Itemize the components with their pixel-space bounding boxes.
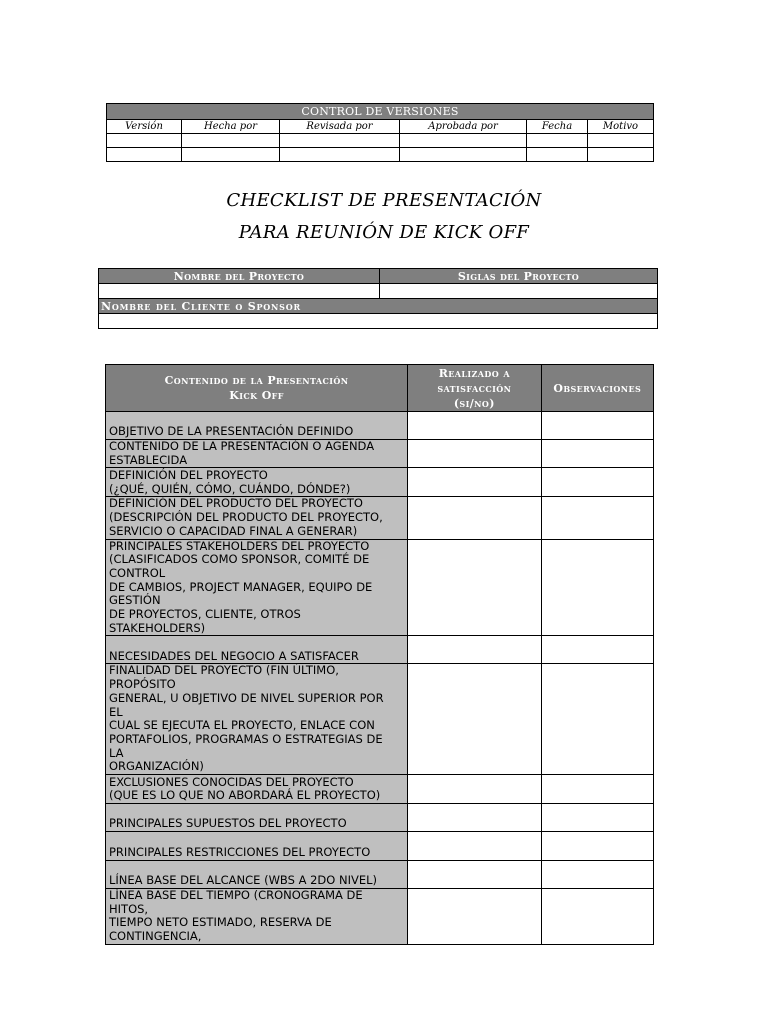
project-name-field[interactable] (99, 284, 380, 299)
table-row (106, 636, 654, 664)
observations-cell[interactable] (541, 468, 653, 497)
document-title-line1: CHECKLIST DE PRESENTACIÓN (226, 190, 542, 211)
observations-cell[interactable] (541, 636, 653, 664)
content-column-header (106, 365, 408, 412)
done-cell[interactable] (408, 664, 541, 775)
date-cell[interactable] (527, 148, 588, 162)
done-cell[interactable] (408, 636, 541, 664)
observations-cell[interactable] (541, 412, 653, 440)
version-cell[interactable] (107, 134, 182, 148)
observations-cell[interactable] (541, 539, 653, 636)
observations-cell[interactable] (541, 889, 653, 945)
table-row (106, 440, 654, 468)
version-control-table (106, 103, 654, 162)
observations-cell[interactable] (541, 861, 653, 889)
table-row (106, 804, 654, 832)
done-cell[interactable] (408, 804, 541, 832)
done-cell[interactable] (408, 440, 541, 468)
checklist-item: PRINCIPALES STAKEHOLDERS DEL PROYECTO (CLASIFICADOS COMO SPONSOR, COMITÉ DE CONTROL DE CAMBIOS, PROJECT MANAGER, EQUIPO DE GESTIÓN DE PROYECTOS, CLIENTE, OTROS STAKEHOLDERS) (106, 539, 408, 636)
made-by-cell[interactable] (182, 148, 280, 162)
table-row (106, 412, 654, 440)
approved-by-cell[interactable] (400, 134, 527, 148)
done-cell[interactable] (408, 889, 541, 945)
made-by-cell[interactable] (182, 134, 280, 148)
version-row (107, 134, 654, 148)
checklist-item: LÍNEA BASE DEL ALCANCE (WBS A 2DO NIVEL) (106, 861, 408, 889)
table-row (106, 861, 654, 889)
project-info-table (98, 268, 658, 329)
done-cell[interactable] (408, 468, 541, 497)
checklist-item: EXCLUSIONES CONOCIDAS DEL PROYECTO (QUE ES LO QUE NO ABORDARÁ EL PROYECTO) (106, 775, 408, 804)
checklist-item: PRINCIPALES RESTRICCIONES DEL PROYECTO (106, 832, 408, 861)
project-acronym-field[interactable] (380, 284, 658, 299)
table-row (106, 539, 654, 636)
checklist-item: PRINCIPALES SUPUESTOS DEL PROYECTO (106, 804, 408, 832)
done-cell[interactable] (408, 861, 541, 889)
observations-cell[interactable] (541, 497, 653, 539)
project-acronym-label: Siglas del Proyecto (380, 269, 658, 284)
done-cell[interactable] (408, 775, 541, 804)
project-name-label: Nombre del Proyecto (99, 269, 380, 284)
client-name-field[interactable] (99, 314, 658, 329)
table-row (106, 497, 654, 539)
checklist-item: DEFINICIÓN DEL PRODUCTO DEL PROYECTO (DESCRIPCIÓN DEL PRODUCTO DEL PROYECTO, SERVICIO O CAPACIDAD FINAL A GENERAR) (106, 497, 408, 539)
reason-cell[interactable] (588, 148, 654, 162)
client-name-label: Nombre del Cliente o Sponsor (99, 299, 658, 314)
observations-cell[interactable] (541, 664, 653, 775)
observations-cell[interactable] (541, 440, 653, 468)
table-row (106, 775, 654, 804)
done-column-header: Realizado a satisfacción (si/no) (408, 365, 541, 412)
table-row (106, 468, 654, 497)
observations-column-header: Observaciones (541, 365, 653, 412)
observations-cell[interactable] (541, 804, 653, 832)
checklist-item: OBJETIVO DE LA PRESENTACIÓN DEFINIDO (106, 412, 408, 440)
done-cell[interactable] (408, 832, 541, 861)
done-cell[interactable] (408, 412, 541, 440)
table-row (106, 889, 654, 945)
col-version: Versión (107, 120, 182, 134)
checklist-table (105, 364, 654, 945)
approved-by-cell[interactable] (400, 148, 527, 162)
col-approved-by: Aprobada por (400, 120, 527, 134)
table-row (106, 664, 654, 775)
version-control-title: CONTROL DE VERSIONES (107, 104, 654, 120)
col-date: Fecha (527, 120, 588, 134)
reason-cell[interactable] (588, 134, 654, 148)
checklist-item: NECESIDADES DEL NEGOCIO A SATISFACER (106, 636, 408, 664)
col-reason: Motivo (588, 120, 654, 134)
checklist-item: LÍNEA BASE DEL TIEMPO (CRONOGRAMA DE HITOS, TIEMPO NETO ESTIMADO, RESERVA DE CONTINGENCIA, (106, 889, 408, 945)
table-row (106, 832, 654, 861)
checklist-item: CONTENIDO DE LA PRESENTACIÓN O AGENDA ESTABLECIDA (106, 440, 408, 468)
content-header-line1: Contenido de la Presentación (164, 374, 349, 387)
col-reviewed-by: Revisada por (280, 120, 400, 134)
observations-cell[interactable] (541, 775, 653, 804)
observations-cell[interactable] (541, 832, 653, 861)
done-cell[interactable] (408, 539, 541, 636)
version-row (107, 148, 654, 162)
date-cell[interactable] (527, 134, 588, 148)
checklist-item: FINALIDAD DEL PROYECTO (FIN ÚLTIMO, PROPÓSITO GENERAL, U OBJETIVO DE NIVEL SUPERIOR POR EL CUAL SE EJECUTA EL PROYECTO, ENLACE CON PORTAFOLIOS, PROGRAMAS O ESTRATEGIAS DE LA ORGANIZACIÓN) (106, 664, 408, 775)
reviewed-by-cell[interactable] (280, 134, 400, 148)
document-title-line2: PARA REUNIÓN DE KICK OFF (238, 222, 530, 243)
content-header-line2: Kick Off (229, 389, 284, 402)
col-made-by: Hecha por (182, 120, 280, 134)
version-cell[interactable] (107, 148, 182, 162)
done-cell[interactable] (408, 497, 541, 539)
checklist-item: DEFINICIÓN DEL PROYECTO (¿QUÉ, QUIÉN, CÓMO, CUÁNDO, DÓNDE?) (106, 468, 408, 497)
reviewed-by-cell[interactable] (280, 148, 400, 162)
